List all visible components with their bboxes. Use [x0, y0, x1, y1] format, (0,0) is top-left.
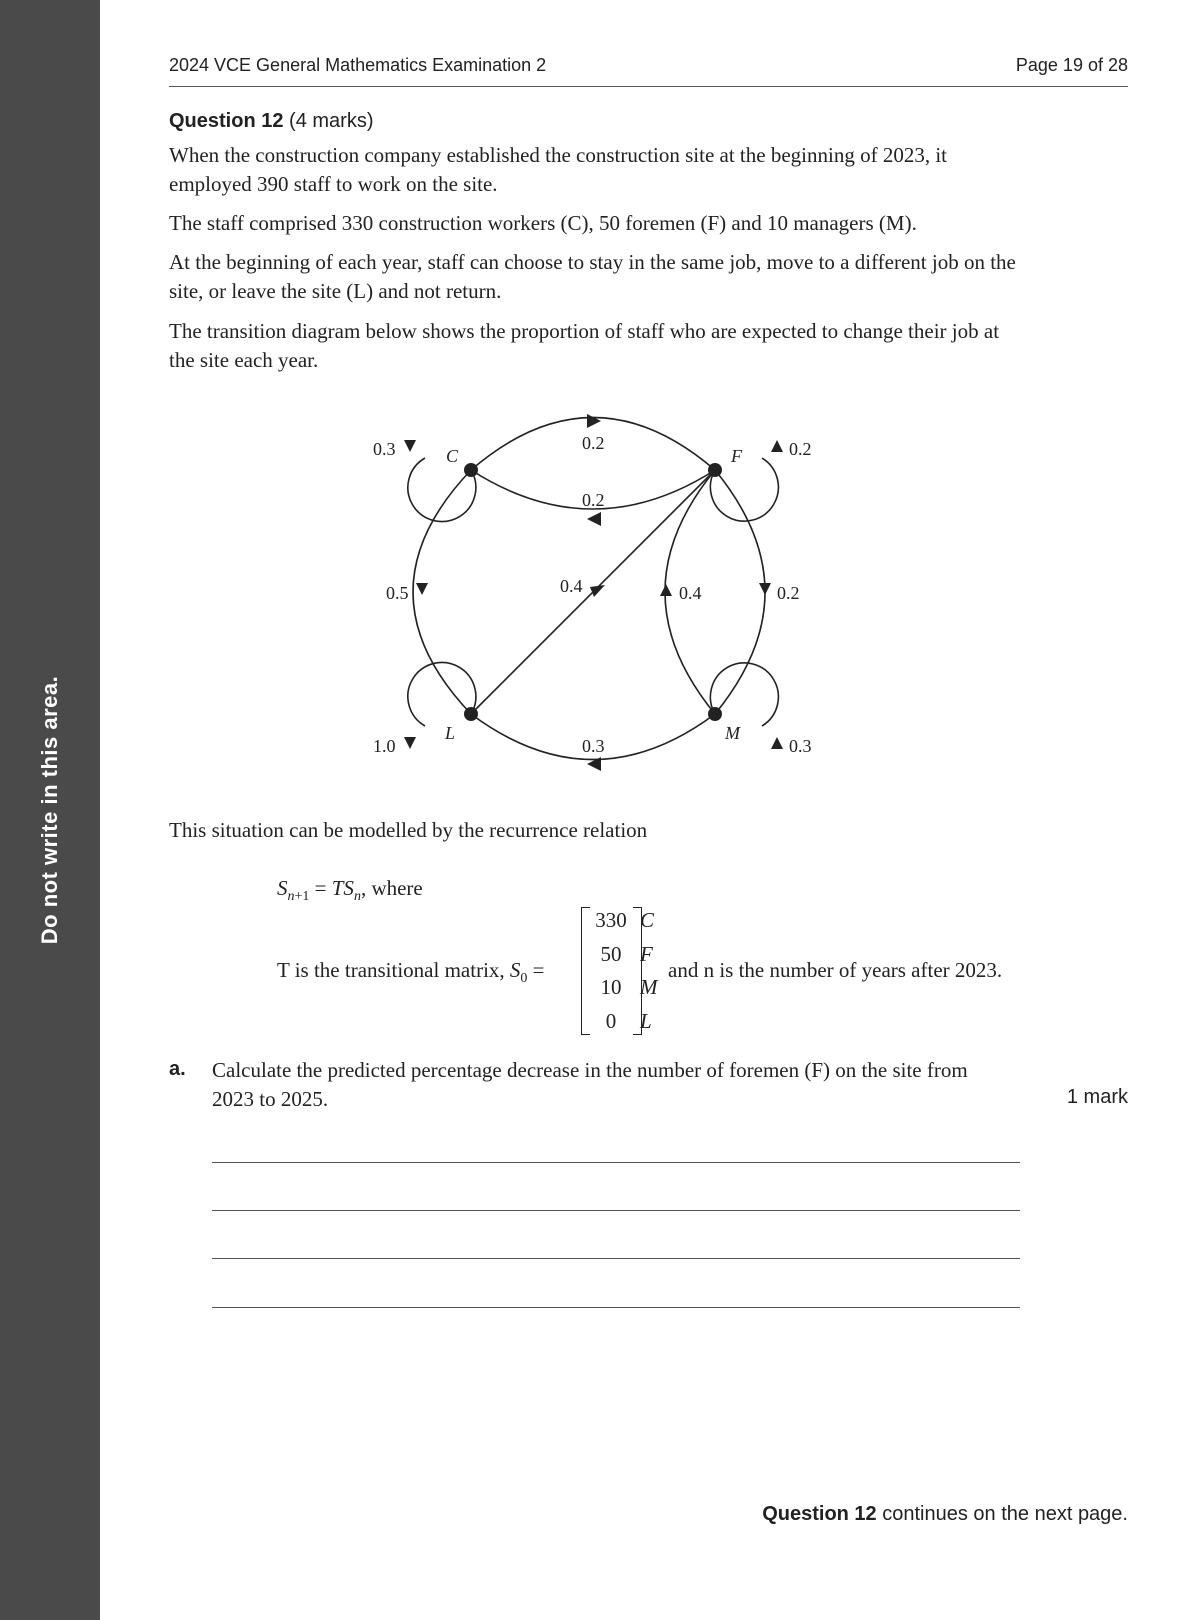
part-a-marks: 1 mark [1066, 1086, 1128, 1108]
arrow-m-self [771, 737, 783, 749]
label-f-self: 0.2 [789, 439, 812, 459]
node-m [708, 707, 722, 721]
recurrence-equation: $S_{n+1} = TS_n$, where [277, 876, 423, 905]
intro-paragraph-2: The staff comprised 330 construction workers (C), 50 foremen (F) and 10 managers (M). [169, 211, 917, 235]
matrix-intro: T is the transitional matrix, $S_0$ = [277, 958, 545, 987]
matrix-value-f: 50 [600, 942, 622, 966]
recurrence-intro: This situation can be modelled by the recurrence relation [169, 818, 648, 842]
intro-paragraph-1: When the construction company established the construction site at the beginning of 2023, it employed 390 staff to work on the site. [169, 143, 947, 196]
question-label: Question 12 [169, 110, 284, 132]
matrix-after-text: and n is the number of years after 2023. [668, 958, 1003, 982]
continues-note [762, 1503, 1128, 1526]
arrow-c-to-f [587, 414, 601, 428]
answer-line-2[interactable] [212, 1210, 1020, 1211]
arrow-c-self [404, 440, 416, 452]
arrow-c-to-l [416, 583, 428, 595]
arrow-f-to-c [587, 512, 601, 526]
question-marks: (4 marks) [289, 110, 374, 132]
matrix-label-l: L [640, 1009, 652, 1033]
page-number: Page 19 of 28 [1015, 55, 1128, 75]
answer-line-1[interactable] [212, 1162, 1020, 1163]
label-f-to-m: 0.2 [777, 583, 800, 603]
label-c-to-f: 0.2 [582, 433, 605, 453]
node-f [708, 463, 722, 477]
margin-sidebar [0, 0, 100, 1620]
no-write-notice: Do not write in this area. [37, 675, 62, 945]
exam-title: 2024 VCE General Mathematics Examination 2 [169, 55, 547, 75]
label-l-self: 1.0 [373, 736, 396, 756]
arrow-f-to-l [590, 585, 605, 597]
continues-rest: continues on the next page. [876, 1503, 1128, 1525]
part-a-question: Calculate the predicted percentage decrease in the number of foremen (F) on the site from 2023 to 2025. [212, 1058, 968, 1111]
label-c-self: 0.3 [373, 439, 396, 459]
node-c [464, 463, 478, 477]
recurrence-where: , where [360, 876, 423, 900]
matrix-value-c: 330 [595, 908, 627, 932]
matrix-intro-text: T is the transitional matrix, [277, 958, 505, 982]
matrix-label-c: C [640, 908, 655, 932]
matrix-value-m: 10 [600, 975, 622, 999]
label-m-to-f: 0.4 [679, 583, 702, 603]
label-c-to-l: 0.5 [386, 583, 409, 603]
arrow-l-self [404, 737, 416, 749]
label-node-c: C [446, 446, 459, 466]
intro-paragraph-4: The transition diagram below shows the proportion of staff who are expected to change their job at the site each year. [169, 319, 1000, 372]
arrow-m-to-f [660, 584, 672, 596]
intro-paragraph-3: At the beginning of each year, staff can choose to stay in the same job, move to a different job on the site, or leave the site (L) and not return. [169, 250, 1016, 303]
label-node-m: M [725, 723, 740, 743]
matrix-value-l: 0 [605, 1009, 617, 1033]
label-m-self: 0.3 [789, 736, 812, 756]
matrix-label-m: M [640, 975, 658, 999]
question-heading [169, 110, 374, 133]
arrow-f-to-m [759, 583, 771, 595]
transition-diagram [360, 400, 820, 780]
label-node-l: L [445, 723, 456, 743]
label-f-to-c: 0.2 [582, 490, 605, 510]
label-f-to-l: 0.4 [560, 576, 583, 596]
header-divider [169, 86, 1128, 87]
continues-bold: Question 12 [762, 1503, 877, 1525]
answer-line-3[interactable] [212, 1258, 1020, 1259]
matrix-label-f: F [640, 942, 653, 966]
answer-line-4[interactable] [212, 1307, 1020, 1308]
arrow-f-self [771, 440, 783, 452]
edge-f-to-m [715, 470, 765, 714]
label-node-f: F [731, 446, 742, 466]
label-m-to-l: 0.3 [582, 736, 605, 756]
node-l [464, 707, 478, 721]
part-a-letter: a. [169, 1058, 186, 1080]
